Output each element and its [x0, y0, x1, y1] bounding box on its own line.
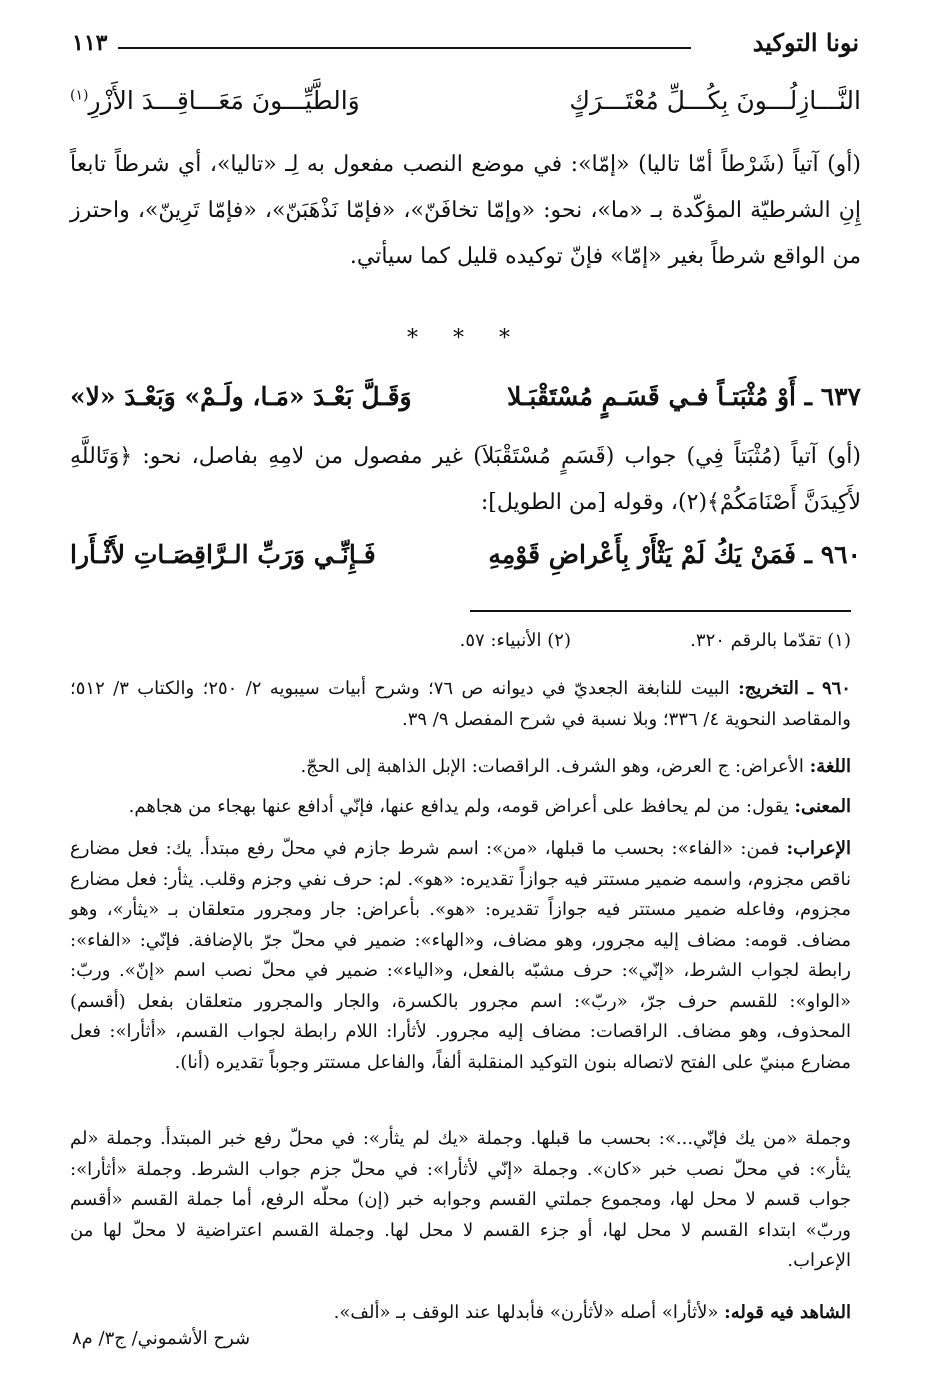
footnote-1: (١) تقدّما بالرقم ٣٢٠. — [690, 630, 851, 651]
mana-label: المعنى: — [794, 796, 851, 817]
mana-text: يقول: من لم يحافظ على أعراض قومه، ولم يدافع عنها، فإنّي أدافع عنها بهجاء من هجاهم. — [128, 796, 789, 817]
shahid-text: «لأثأرا» أصله «لأثأرن» فأبدلها عند الوقف بـ «ألف». — [333, 1302, 719, 1323]
page-number: ١١٣ — [72, 30, 108, 56]
section-separator: * * * — [407, 326, 524, 351]
verse-960 — [70, 540, 861, 584]
page-footer: شرح الأشموني/ ج٣/ م٨ — [72, 1328, 251, 1349]
irab-text: فمن: «الفاء»: بحسب ما قبلها، «من»: اسم شرط جازم في محلّ رفع مبتدأ. يك: فعل مضارع ناقص مجزوم، واسمه ضمير مستتر فيه جوازاً تقديره: «هو». لم: حرف نفي وجزم وقلب. يثأر: فعل مضارع مجزوم، وفاعله ضمير مستتر فيه جوازاً تقديره: «هو». بأعراض: جار ومجرور متعلقان بـ «يثأر»، وهو مضاف. قومه: مضاف إليه مجرور، وهو مضاف، و«الهاء»: ضمير في محلّ جرّ بالإضافة. فإنّي: «الفاء»: رابطة لجواب الشرط، «إنّي»: حرف مشبّه بالفعل، و«الياء»: ضمير في محلّ نصب اسم «إنّ». وربّ: «الواو»: للقسم حرف جرّ، «ربّ»: اسم مجرور بالكسرة، والجار والمجرور متعلقان بفعل (أقسم) المحذوف، وهو مضاف. الراقصات: مضاف إليه مجرور. لأثأرا: اللام رابطة لجواب القسم، «أثأرا»: فعل مضارع مبنيّ على الفتح لاتصاله بنون التوكيد المنقلبة ألفاً، والفاعل مستتر وجوباً تقديره (أنا). — [70, 838, 851, 1073]
takhrij-text: البيت للنابغة الجعديّ في ديوانه ص ٧٦؛ وشرح أبيات سيبويه ٢/ ٢٥٠؛ والكتاب ٣/ ٥١٢؛ والمقاصد النحوية ٤/ ٣٣٦؛ وبلا نسبة في شرح المفصل ٩/ ٣٩. — [70, 678, 851, 730]
shahid-label: الشاهد فيه قوله: — [724, 1302, 851, 1323]
verse-637-right: ٦٣٧ ـ أَوْ مُثْبَتـاً فـي قَسَـمٍ مُسْتَقْبَـلا — [507, 382, 861, 411]
irab-label: الإعراب: — [786, 838, 851, 859]
paragraph-1: (أو) آتياً (شَرْطاً أمّا تاليا) «إمّا»: في موضع النصب مفعول به لِـ «تاليا»، أي شرطاً تابعاً إِنِ الشرطيّة المؤكّدة بـ «ما»، نحو: «وإمّا تخافَنّ»، «فإمّا نَذْهَبَنّ»، «فإمّا تَرِينّ»، واحترز من الواقع شرطاً بغير «إمّا» فإنّ توكيده قليل كما سيأتي. — [70, 152, 861, 269]
takhrij-label: ٩٦٠ ـ التخريج: — [738, 678, 851, 699]
footnote-2: (٢) الأنبياء: ٥٧. — [459, 630, 571, 651]
takhrij — [70, 674, 851, 735]
verse-637 — [70, 382, 861, 426]
verse-top-left — [70, 86, 360, 115]
paragraph-2: (أو) آتياً (مُثْبَتاً فِي) جواب (قَسَمٍ مُسْتَقْبَلاَ) غير مفصول من لامِهِ بفاصل، نحو: ﴿وَتَاللَّهِ لأَكِيدَنَّ أَصْنَامَكُمْ﴾(٢)، وقوله [من الطويل]: — [70, 444, 861, 515]
mana — [70, 792, 851, 823]
lugha-text: الأعراض: ج العرض، وهو الشرف. الراقصات: الإبل الذاهبة إلى الحجّ. — [300, 756, 804, 777]
footnote-mark: (١) — [70, 87, 89, 104]
footnotes — [70, 630, 851, 664]
verse-960-left: فَـإِنِّـي وَرَبِّ الـرَّاقِصَـاتِ لأَثْـأَرا — [70, 540, 376, 569]
footnote-rule — [470, 610, 851, 612]
shahid — [70, 1298, 851, 1329]
verse-637-left: وَقَـلَّ بَعْـدَ «مَـا، ولَـمْ» وَبَعْـدَ «لا» — [70, 382, 412, 411]
lugha — [70, 752, 851, 783]
verse-top-left-text: وَالطَّيِّـــونَ مَعَـــاقِـــدَ الأَزْرِ — [88, 86, 360, 115]
verse-top — [70, 86, 861, 130]
jumal: وجملة «من يك فإنّي...»: بحسب ما قبلها. وجملة «يك لم يثأر»: في محلّ رفع خبر المبتدأ. وجملة «لم يثأر»: في محلّ نصب خبر «كان». وجملة «إنّي لأثأرا»: في محلّ جزم جواب الشرط. وجملة «أثأرا»: جواب قسم لا محل لها، ومجموع جملتي القسم وجوابه خبر (إن) محلّه الرفع، أما جملة القسم «أقسم وربّ» ابتداء القسم لا محل لها، أو جزء القسم لا محل لها. وجملة القسم اعتراضية لا محلّ لها من الإعراب. — [70, 1128, 851, 1271]
verse-960-right: ٩٦٠ ـ فَمَنْ يَكُ لَمْ يَثْأَرْ بِأَعْراضِ قَوْمِهِ — [488, 540, 861, 569]
chapter-title: نونا التوكيد — [752, 28, 859, 57]
lugha-label: اللغة: — [809, 756, 851, 777]
header-rule — [118, 47, 691, 49]
irab — [70, 834, 851, 1078]
verse-top-right: النَّـــازِلُـــونَ بِكُـــلِّ مُعْتَـــرَكٍ — [569, 86, 861, 115]
